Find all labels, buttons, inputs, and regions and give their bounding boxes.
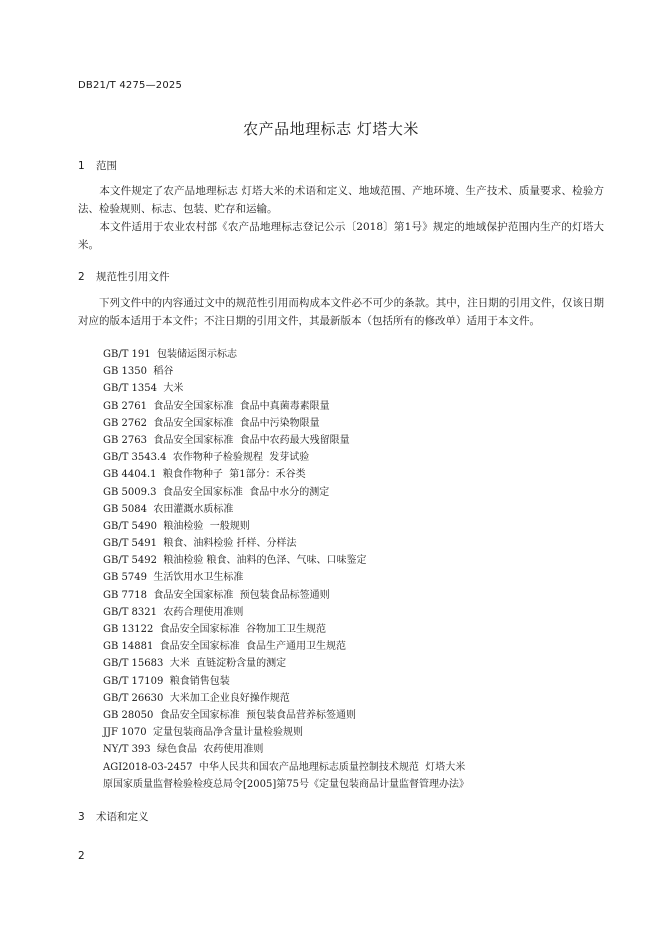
- reference-item: AGI2018-03-2457 中华人民共和国农产品地理标志质量控制技术规范 灯塔大米: [103, 761, 466, 773]
- scope-paragraph-2: 本文件适用于农业农村部《农产品地理标志登记公示〔2018〕第1号》规定的地域保护范围内生产的灯塔大米。: [78, 221, 604, 251]
- document-code: DB21/T 4275—2025: [78, 80, 183, 91]
- reference-item: GB 5749 生活饮用水卫生标准: [103, 572, 244, 584]
- reference-item: GB/T 5492 粮油检验 粮食、油料的色泽、气味、口味鉴定: [103, 555, 367, 567]
- reference-item: GB/T 26630 大米加工企业良好操作规范: [103, 692, 290, 704]
- section-title: 规范性引用文件: [96, 271, 170, 283]
- document-title: 农产品地理标志 灯塔大米: [243, 120, 419, 138]
- reference-item: GB 2762 食品安全国家标准 食品中污染物限量: [103, 417, 320, 429]
- section-3-heading: [78, 809, 149, 824]
- section-number: 3: [78, 811, 85, 823]
- section-1-heading: [78, 158, 117, 173]
- reference-item: GB/T 1354 大米: [103, 383, 184, 395]
- reference-item: GB 5009.3 食品安全国家标准 食品中水分的测定: [103, 486, 330, 498]
- section-2-heading: [78, 269, 170, 284]
- section-title: 范围: [96, 160, 117, 172]
- section-number: 1: [78, 160, 85, 172]
- scope-paragraph-1: 本文件规定了农产品地理标志 灯塔大米的术语和定义、地域范围、产地环境、生产技术、质量要求、检验方法、检验规则、标志、包装、贮存和运输。: [78, 185, 604, 215]
- section-title: 术语和定义: [96, 811, 149, 823]
- references-intro-paragraph: 下列文件中的内容通过文中的规范性引用而构成本文件必不可少的条款。其中，注日期的引用文件，仅该日期对应的版本适用于本文件；不注日期的引用文件，其最新版本（包括所有的修改单）适用于本文件。: [78, 297, 604, 327]
- reference-item: GB/T 8321 农药合理使用准则: [103, 606, 244, 618]
- reference-item: GB 28050 食品安全国家标准 预包装食品营养标签通则: [103, 709, 357, 721]
- reference-item: GB 2761 食品安全国家标准 食品中真菌毒素限量: [103, 400, 330, 412]
- reference-item: GB 5084 农田灌溉水质标准: [103, 503, 234, 515]
- reference-item: GB/T 5490 粮油检验 一般规则: [103, 520, 250, 532]
- reference-item: GB/T 17109 粮食销售包装: [103, 675, 230, 687]
- reference-list: [103, 346, 469, 793]
- reference-item: GB 7718 食品安全国家标准 预包装食品标签通则: [103, 589, 330, 601]
- reference-item: GB/T 191 包装储运图示标志: [103, 349, 237, 360]
- page-number: 2: [78, 850, 85, 862]
- reference-item: JJF 1070 定量包装商品净含量计量检验规则: [103, 727, 303, 739]
- reference-item: GB 1350 稻谷: [103, 366, 174, 378]
- reference-item: GB 4404.1 粮食作物种子 第1部分：禾谷类: [103, 469, 306, 481]
- reference-item: GB/T 15683 大米 直链淀粉含量的测定: [103, 658, 287, 670]
- reference-item: GB 14881 食品安全国家标准 食品生产通用卫生规范: [103, 641, 347, 653]
- reference-item: GB 13122 食品安全国家标准 谷物加工卫生规范: [103, 624, 327, 635]
- section-number: 2: [78, 271, 85, 283]
- reference-item: 原国家质量监督检验检疫总局令[2005]第75号《定量包装商品计量监督管理办法》: [103, 778, 469, 790]
- reference-item: NY/T 393 绿色食品 农药使用准则: [103, 744, 264, 756]
- reference-item: GB/T 5491 粮食、油料检验 扦样、分样法: [103, 538, 297, 550]
- reference-item: GB 2763 食品安全国家标准 食品中农药最大残留限量: [103, 434, 350, 446]
- reference-item: GB/T 3543.4 农作物种子检验规程 发芽试验: [103, 452, 310, 464]
